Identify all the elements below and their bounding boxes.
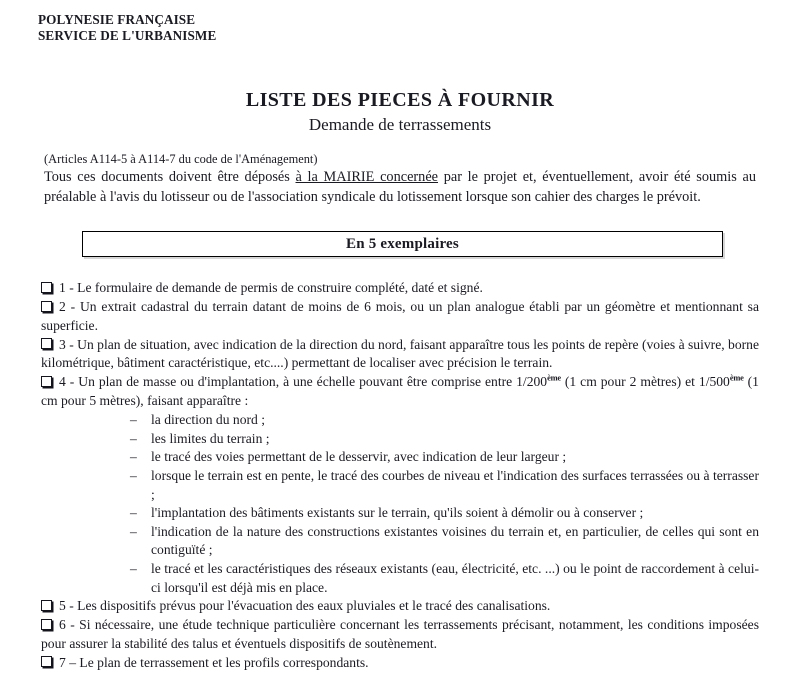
item-body-part-3: (1 cm pour 5 mètres), faisant apparaître : <box>41 374 759 409</box>
item-number: 4 <box>59 374 66 390</box>
checklist-item <box>41 616 759 653</box>
sub-bullet-item <box>41 430 759 449</box>
checklist-item-text <box>41 374 759 408</box>
checklist-item <box>41 279 759 298</box>
item-number: 2 <box>59 299 66 315</box>
dash-bullet-icon: – <box>130 505 137 521</box>
item-body: Si nécessaire, une étude technique particulière concernant les terrassements précisant, notamment, les conditions imposées pour assurer la stabilité des talus et éventuels dispositifs de soutènement. <box>41 617 759 651</box>
item-number: 3 <box>59 336 66 352</box>
item-number: 6 <box>59 617 66 633</box>
scale-superscript-2: ème <box>729 373 744 383</box>
sub-bullet-item <box>41 523 759 560</box>
sub-bullet-list <box>41 411 759 597</box>
legal-reference: (Articles A114-5 à A114-7 du code de l'Aménagement) <box>44 152 318 166</box>
sub-bullet-text: le tracé des voies permettant de le desservir, avec indication de leur largeur ; <box>151 449 567 465</box>
item-body-part-2: (1 cm pour 2 mètres) et 1/500 <box>560 374 730 390</box>
organisation-line-1: POLYNESIE FRANÇAISE <box>38 12 196 27</box>
item-separator: - <box>70 299 76 315</box>
item-body-part-1: Un plan de masse ou d'implantation, à une échelle pouvant être comprise entre 1/200 <box>78 374 548 390</box>
sub-bullet-item <box>41 448 759 467</box>
sub-bullet-text: les limites du terrain ; <box>151 430 270 446</box>
checklist-item-text <box>59 655 369 670</box>
sub-bullet-item <box>41 504 759 523</box>
checkbox-icon[interactable] <box>41 376 52 387</box>
sub-bullet-text: l'indication de la nature des constructions existantes voisines du terrain et, en particulier, de celles qui sont en contiguïté ; <box>151 523 759 558</box>
checkbox-icon[interactable] <box>41 656 52 667</box>
item-separator: - <box>69 598 74 614</box>
dash-bullet-icon: – <box>130 449 137 465</box>
item-separator: - <box>69 280 74 295</box>
dash-bullet-icon: – <box>130 523 137 539</box>
intro-section <box>44 151 756 207</box>
sub-bullet-item <box>41 411 759 430</box>
checklist-item <box>41 336 759 373</box>
item-body: Les dispositifs prévus pour l'évacuation des eaux pluviales et le tracé des canalisations. <box>77 598 551 614</box>
checkbox-icon[interactable] <box>41 282 52 293</box>
item-separator: – <box>69 654 76 670</box>
intro-text-after: par le projet et, éventuellement, avoir été soumis au préalable à l'avis du lotisseur ou de l'association syndicale du lotissement lorsque son cahier des charges le prévoit. <box>44 169 756 205</box>
organisation-line-2: SERVICE DE L'URBANISME <box>38 28 217 43</box>
item-body: Un plan de situation, avec indication de la direction du nord, faisant apparaître tous les points de repère (voies à suivre, borne kilométrique, bâtiment caractéristique, etc....) permettant de localiser avec précision le terrain. <box>41 336 759 371</box>
page-title: LISTE DES PIECES À FOURNIR <box>245 89 555 111</box>
checklist-item-text <box>59 280 483 295</box>
documents-checklist <box>41 279 759 673</box>
item-body: Le plan de terrassement et les profils correspondants. <box>79 654 369 670</box>
checklist-item-text <box>41 617 759 651</box>
intro-paragraph <box>44 168 756 207</box>
item-separator: - <box>69 336 74 352</box>
sub-bullet-text: le tracé et les caractéristiques des réseaux existants (eau, électricité, etc. ...) ou le point de raccordement à celui-ci lorsqu'il est déjà mis en place. <box>151 560 759 595</box>
checklist-item-text <box>41 337 759 371</box>
checkbox-icon[interactable] <box>41 338 52 349</box>
item-body: Un extrait cadastral du terrain datant de moins de 6 mois, ou un plan analogue établi par un géomètre et mentionnant sa superficie. <box>41 299 760 333</box>
intro-text-underlined: à la MAIRIE concernée <box>295 169 439 185</box>
dash-bullet-icon: – <box>130 467 137 483</box>
title-block <box>0 88 800 136</box>
item-body: Le formulaire de demande de permis de construire complété, daté et signé. <box>77 280 483 295</box>
scale-superscript-1: ème <box>547 373 561 383</box>
organisation-header <box>38 12 216 44</box>
checklist-item <box>41 298 759 335</box>
copies-required-box <box>82 231 723 257</box>
sub-bullet-item <box>41 560 759 597</box>
dash-bullet-icon: – <box>130 430 137 446</box>
checklist-item <box>41 597 759 616</box>
sub-bullet-text: lorsque le terrain est en pente, le tracé des courbes de niveau et l'indication des surfaces terrassées ou à terrasser ; <box>151 467 759 502</box>
page-subtitle: Demande de terrassements <box>308 115 492 134</box>
intro-text-before: Tous ces documents doivent être déposés <box>44 169 296 185</box>
sub-bullet-text: la direction du nord ; <box>151 412 266 428</box>
item-number: 5 <box>59 598 66 614</box>
item-separator: - <box>70 617 75 633</box>
item-number: 7 <box>59 654 66 670</box>
checkbox-icon[interactable] <box>41 600 52 611</box>
checklist-item-text <box>41 299 759 333</box>
dash-bullet-icon: – <box>130 412 137 428</box>
dash-bullet-icon: – <box>130 560 137 576</box>
checklist-item <box>41 654 759 673</box>
checklist-item-text <box>59 598 550 613</box>
sub-bullet-text: l'implantation des bâtiments existants sur le terrain, qu'ils soient à démolir ou à conserver ; <box>151 505 644 521</box>
item-number: 1 <box>59 280 66 295</box>
sub-bullet-item <box>41 467 759 504</box>
checkbox-icon[interactable] <box>41 301 52 312</box>
checkbox-icon[interactable] <box>41 619 52 630</box>
checklist-item <box>41 373 759 410</box>
item-separator: - <box>69 374 75 390</box>
copies-required-label: En 5 exemplaires <box>346 235 459 252</box>
